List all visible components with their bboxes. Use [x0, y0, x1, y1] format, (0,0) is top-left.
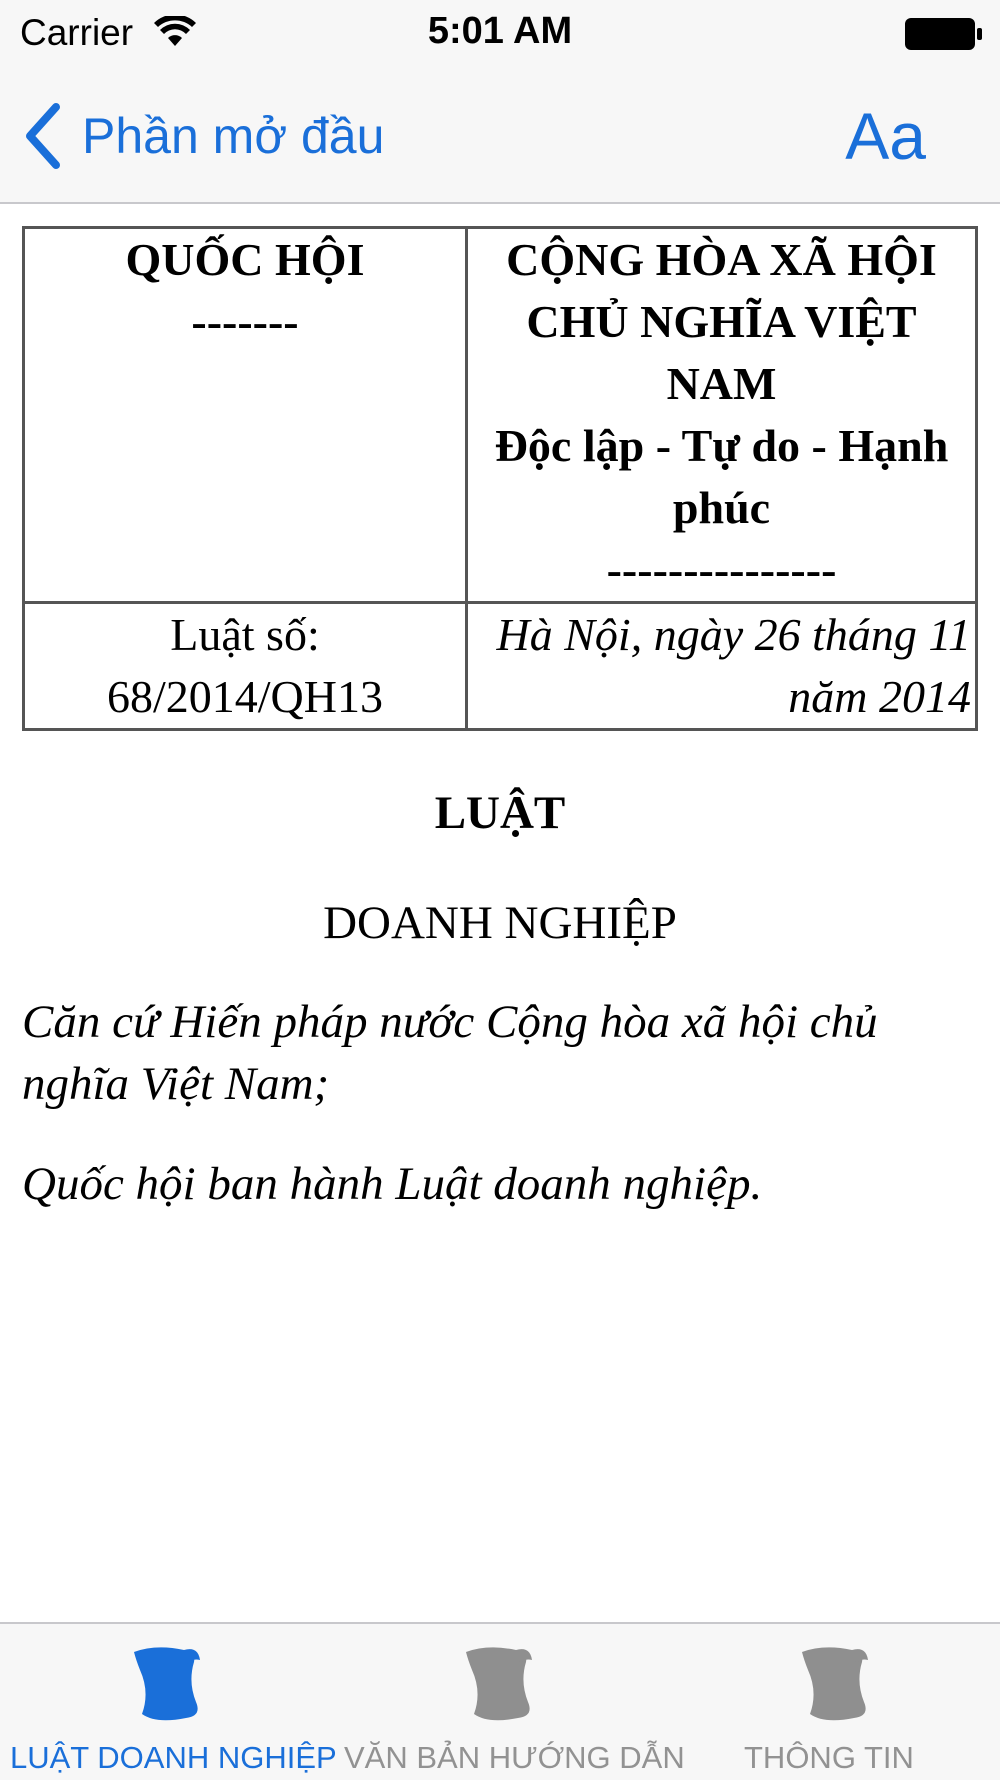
tab-bar [0, 1622, 1000, 1780]
scroll-icon [794, 1642, 878, 1722]
tab-label: THÔNG TIN [744, 1740, 914, 1775]
carrier-label: Carrier [20, 12, 134, 53]
tab-label: VĂN BẢN HƯỚNG DẪN [344, 1740, 685, 1775]
document-header-table [22, 226, 978, 731]
country-name: CỘNG HÒA XÃ HỘI CHỦ NGHĨA VIỆT NAM [506, 234, 937, 409]
date-cell [467, 603, 977, 730]
tab-thong-tin[interactable] [680, 1624, 1000, 1780]
back-button-label: Phần mở đầu [82, 108, 385, 164]
document-content [22, 226, 978, 1215]
issuing-body-divider: ------- [191, 296, 299, 347]
chevron-left-icon [22, 101, 64, 171]
scroll-icon [458, 1642, 542, 1722]
tab-van-ban-huong-dan[interactable] [340, 1624, 685, 1780]
font-size-button[interactable]: Aa [845, 99, 926, 173]
law-title: LUẬT [434, 787, 566, 839]
tab-label: LUẬT DOANH NGHIỆP [10, 1740, 337, 1775]
law-number-label: Luật số: [170, 609, 320, 660]
law-subtitle: DOANH NGHIỆP [323, 897, 677, 949]
navigation-bar [0, 68, 1000, 204]
law-number: 68/2014/QH13 [107, 671, 383, 722]
preamble-paragraph: Căn cứ Hiến pháp nước Cộng hòa xã hội chủ nghĩa Việt Nam; [22, 996, 878, 1110]
status-bar [0, 0, 1000, 68]
motto-divider: --------------- [606, 544, 837, 595]
tab-luat-doanh-nghiep[interactable] [0, 1624, 337, 1780]
national-motto: Độc lập - Tự do - Hạnh phúc [494, 420, 949, 533]
battery-icon [904, 17, 984, 51]
back-button[interactable] [22, 96, 384, 176]
issue-date: Hà Nội, ngày 26 tháng 11 năm 2014 [496, 609, 971, 722]
enactment-paragraph: Quốc hội ban hành Luật doanh nghiệp. [22, 1158, 763, 1210]
law-number-cell [24, 603, 467, 730]
status-time: 5:01 AM [427, 10, 573, 52]
issuing-body-cell [24, 228, 467, 603]
country-header-cell [467, 228, 977, 603]
scroll-icon [126, 1642, 210, 1722]
issuing-body: QUỐC HỘI [125, 234, 365, 285]
